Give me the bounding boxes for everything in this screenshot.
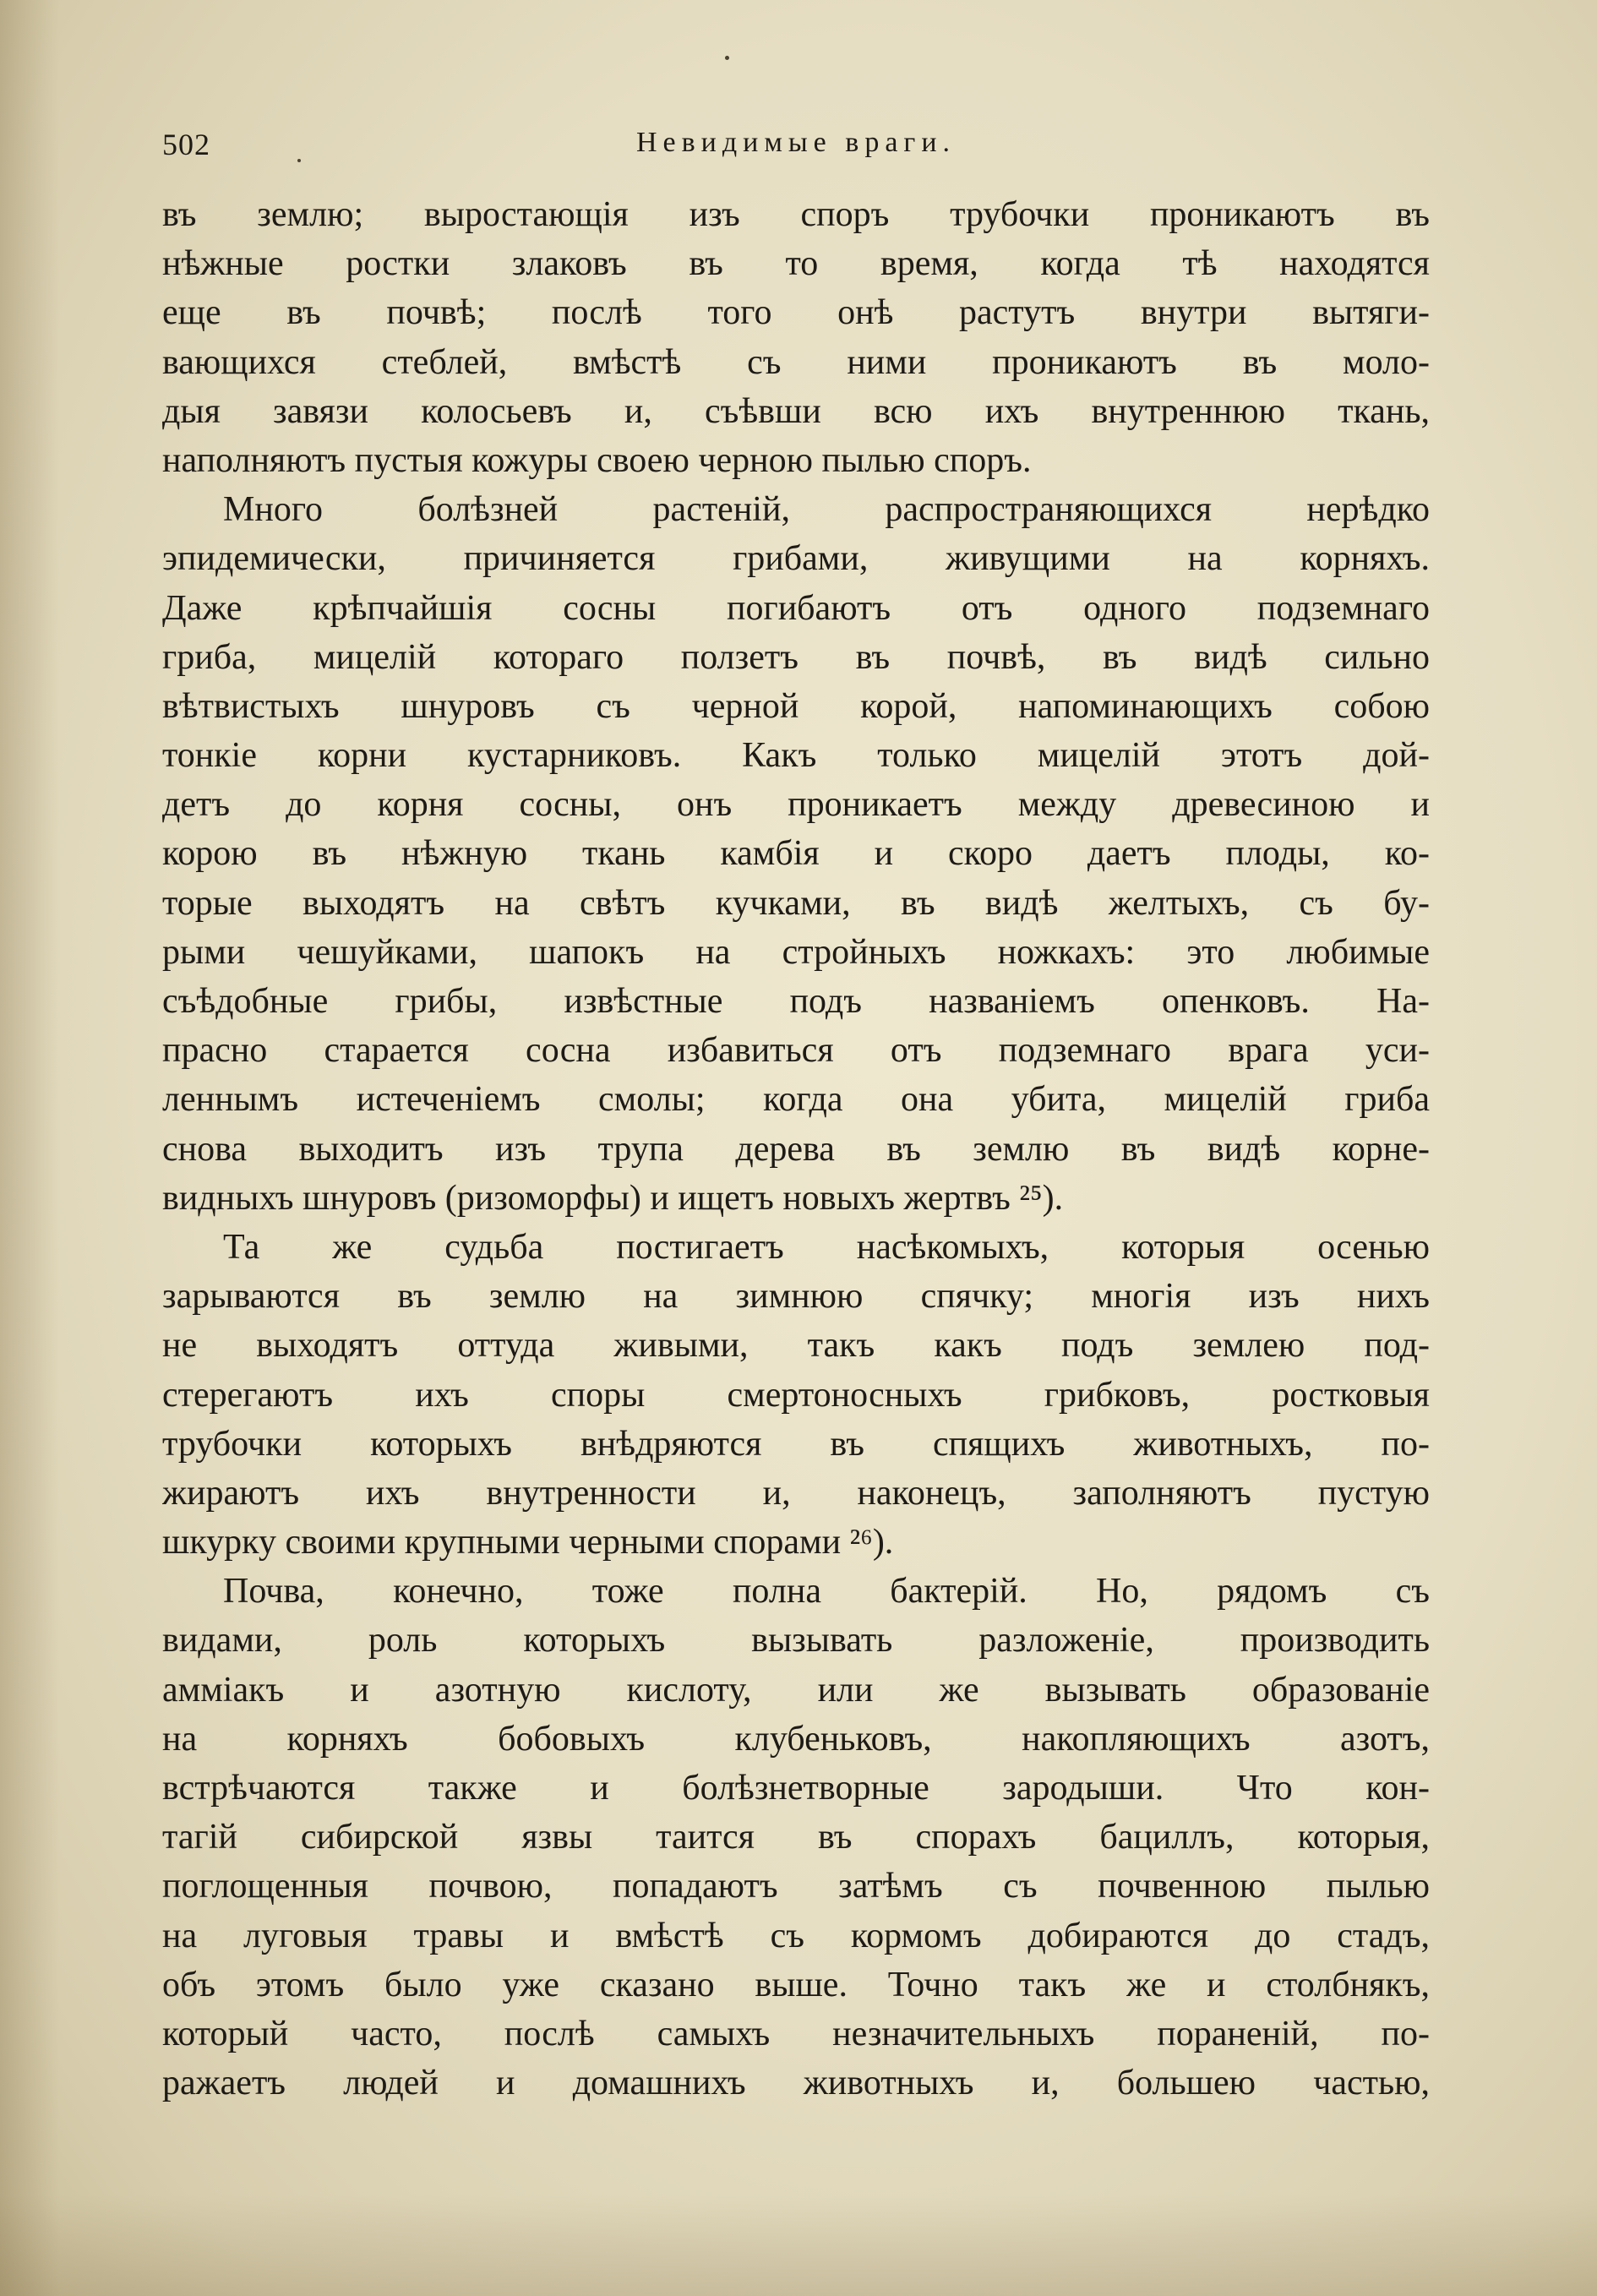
text-line: зарываются въ землю на зимнюю спячку; многія изъ нихъ: [162, 1277, 1430, 1317]
text-line: торые выходятъ на свѣтъ кучками, въ видѣ желтыхъ, съ бу-: [162, 883, 1430, 923]
text-line: нѣжные ростки злаковъ въ то время, когда тѣ находятся: [162, 244, 1430, 284]
text-line: трубочки которыхъ внѣдряются въ спящихъ животныхъ, по-: [162, 1424, 1430, 1464]
text-line: эпидемически, причиняется грибами, живущими на корняхъ.: [162, 539, 1430, 579]
text-line: который часто, послѣ самыхъ незначительныхъ пораненій, по-: [162, 2014, 1430, 2053]
page-header: [162, 127, 1430, 177]
text-line: тонкіе корни кустарниковъ. Какъ только мицелій этотъ дой-: [162, 736, 1430, 776]
paragraph-first-line: Та же судьба постигаетъ насѣкомыхъ, которыя осенью: [223, 1227, 1430, 1267]
text-line: вѣтвистыхъ шнуровъ съ черной корой, напоминающихъ собою: [162, 686, 1430, 726]
running-title: Невидимые враги.: [635, 127, 957, 158]
page-bottom-shadow: [0, 2195, 1597, 2296]
text-line: вающихся стеблей, вмѣстѣ съ ними проникаютъ въ моло-: [162, 342, 1430, 382]
text-line: видами, роль которыхъ вызывать разложеніе, производить: [162, 1621, 1430, 1661]
text-line: съѣдобные грибы, извѣстные подъ названіемъ опенковъ. На-: [162, 982, 1430, 1021]
text-line: жираютъ ихъ внутренности и, наконецъ, заполняютъ пустую: [162, 1473, 1430, 1513]
text-line: леннымъ истеченіемъ смолы; когда она убита, мицелій гриба: [162, 1080, 1430, 1120]
text-line: наполняютъ пустыя кожуры своею черною пылью споръ.: [162, 440, 1032, 480]
text-line: дыя завязи колосьевъ и, съѣвши всю ихъ внутреннюю ткань,: [162, 391, 1430, 431]
paragraph-first-line: Почва, конечно, тоже полна бактерій. Но, рядомъ съ: [223, 1572, 1430, 1612]
text-line: видныхъ шнуровъ (ризоморфы) и ищетъ новыхъ жертвъ ²⁵).: [162, 1178, 1064, 1218]
text-line: на луговыя травы и вмѣстѣ съ кормомъ добираются до стадъ,: [162, 1916, 1430, 1955]
paragraph-first-line: Много болѣзней растеній, распространяющихся нерѣдко: [223, 490, 1430, 530]
text-line: не выходятъ оттуда живыми, такъ какъ подъ землею под-: [162, 1326, 1430, 1366]
paper-speck: [297, 159, 301, 162]
page-edge-shadow: [0, 0, 59, 2296]
text-line: въ землю; выростающія изъ споръ трубочки проникаютъ въ: [162, 195, 1430, 234]
text-line: детъ до корня сосны, онъ проникаетъ между древесиною и: [162, 785, 1430, 825]
text-line: еще въ почвѣ; послѣ того онѣ растутъ внутри вытяги-: [162, 293, 1430, 333]
text-line: тагій сибирской язвы таится въ спорахъ бациллъ, которыя,: [162, 1818, 1430, 1857]
text-line: ражаетъ людей и домашнихъ животныхъ и, большею частью,: [162, 2064, 1430, 2103]
text-line: корою въ нѣжную ткань камбія и скоро даетъ плоды, ко-: [162, 834, 1430, 874]
text-line: Даже крѣпчайшія сосны погибаютъ отъ одного подземнаго: [162, 588, 1430, 628]
text-line: рыми чешуйками, шапокъ на стройныхъ ножкахъ: это любимые: [162, 932, 1430, 972]
text-line: снова выходитъ изъ трупа дерева въ землю въ видѣ корне-: [162, 1129, 1430, 1169]
text-line: прасно старается сосна избавиться отъ подземнаго врага уси-: [162, 1031, 1430, 1071]
page-text: [162, 190, 1430, 2108]
text-line: поглощенныя почвою, попадаютъ затѣмъ съ почвенною пылью: [162, 1867, 1430, 1906]
text-line: встрѣчаются также и болѣзнетворные зародыши. Что кон-: [162, 1769, 1430, 1808]
text-line: объ этомъ было уже сказано выше. Точно такъ же и столбнякъ,: [162, 1965, 1430, 2004]
text-line: шкурку своими крупными черными спорами ²⁶).: [162, 1523, 894, 1562]
text-line: амміакъ и азотную кислоту, или же вызывать образованіе: [162, 1670, 1430, 1710]
text-line: на корняхъ бобовыхъ клубеньковъ, накопляющихъ азотъ,: [162, 1719, 1430, 1759]
text-line: стерегаютъ ихъ споры смертоносныхъ грибковъ, ростковыя: [162, 1375, 1430, 1415]
text-line: гриба, мицелій котораго ползетъ въ почвѣ, въ видѣ сильно: [162, 637, 1430, 677]
page-number: 502: [162, 128, 210, 161]
paper-speck: [725, 56, 729, 60]
